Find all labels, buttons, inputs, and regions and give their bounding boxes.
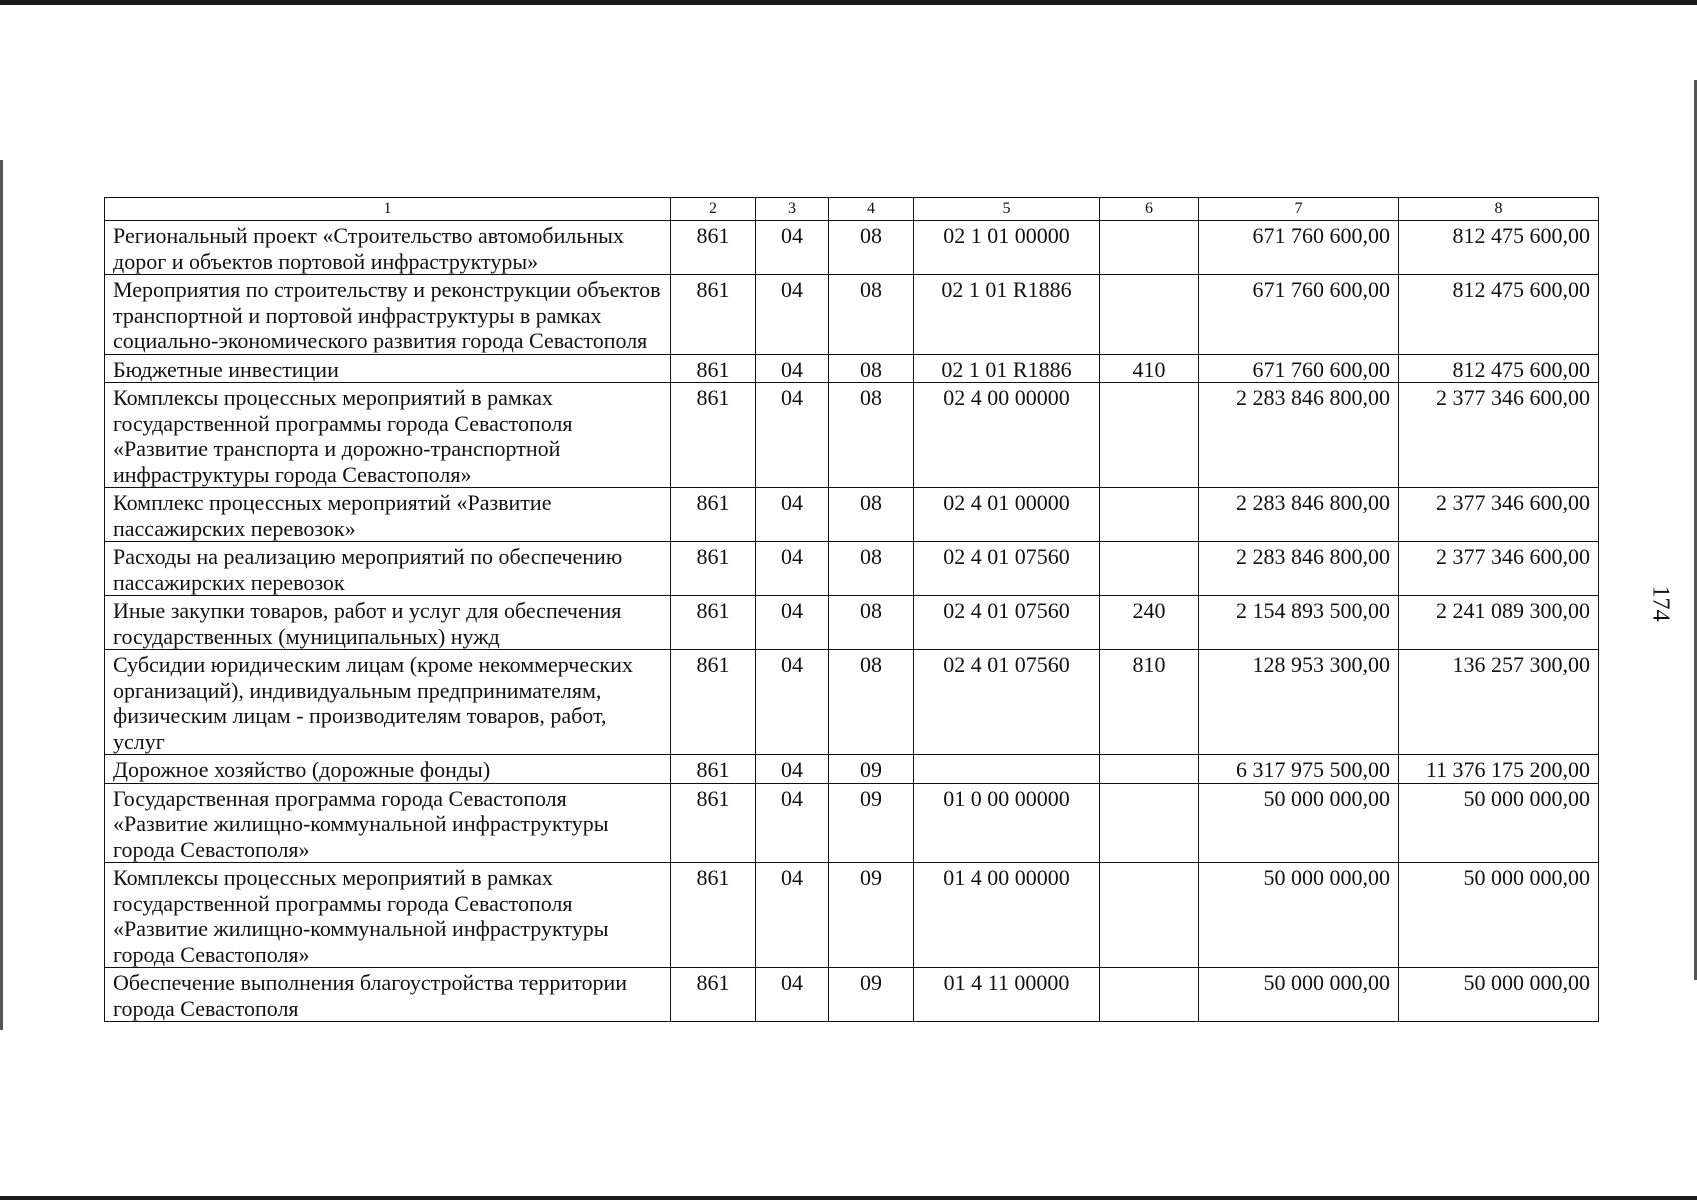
column-header: 8 (1399, 198, 1599, 221)
table-row (105, 488, 1599, 542)
table-row (105, 596, 1599, 650)
column-header: 6 (1100, 198, 1199, 221)
column-header: 7 (1199, 198, 1399, 221)
expense-name-cell: Иные закупки товаров, работ и услуг для обеспечения государственных (муниципальных) нужд (105, 596, 671, 650)
department-code-cell: 861 (671, 650, 756, 755)
subsection-code-cell: 08 (829, 383, 914, 488)
department-code-cell: 861 (671, 221, 756, 275)
target-article-cell: 02 4 01 00000 (914, 488, 1100, 542)
target-article-cell: 02 1 01 00000 (914, 221, 1100, 275)
scan-edge-bottom (0, 1196, 1697, 1200)
target-article-cell: 01 4 00 00000 (914, 863, 1100, 968)
expense-name-cell: Мероприятия по строительству и реконструкции объектов транспортной и портовой инфраструктуры в рамках социально-экономического развития города Севастополя (105, 275, 671, 355)
amount-year2-cell: 812 475 600,00 (1399, 354, 1599, 383)
column-header: 2 (671, 198, 756, 221)
target-article-cell: 02 1 01 R1886 (914, 354, 1100, 383)
target-article-cell: 02 1 01 R1886 (914, 275, 1100, 355)
department-code-cell: 861 (671, 488, 756, 542)
target-article-cell: 01 4 11 00000 (914, 968, 1100, 1022)
target-article-cell: 02 4 01 07560 (914, 596, 1100, 650)
budget-table (104, 197, 1599, 1022)
target-article-cell: 02 4 00 00000 (914, 383, 1100, 488)
table-row (105, 783, 1599, 863)
amount-year2-cell: 136 257 300,00 (1399, 650, 1599, 755)
section-code-cell: 04 (756, 755, 829, 784)
page-number: 174 (1647, 585, 1674, 622)
expense-type-cell (1100, 275, 1199, 355)
department-code-cell: 861 (671, 863, 756, 968)
amount-year1-cell: 671 760 600,00 (1199, 354, 1399, 383)
expense-name-cell: Комплекс процессных мероприятий «Развитие пассажирских перевозок» (105, 488, 671, 542)
department-code-cell: 861 (671, 783, 756, 863)
scan-edge-top (0, 0, 1697, 5)
department-code-cell: 861 (671, 383, 756, 488)
amount-year2-cell: 2 377 346 600,00 (1399, 542, 1599, 596)
expense-name-cell: Комплексы процессных мероприятий в рамках государственной программы города Севастополя «Развитие транспорта и дорожно-транспортной инфраструктуры города Севастополя» (105, 383, 671, 488)
section-code-cell: 04 (756, 650, 829, 755)
scan-edge-left (0, 160, 3, 1030)
amount-year1-cell: 50 000 000,00 (1199, 783, 1399, 863)
section-code-cell: 04 (756, 383, 829, 488)
table-row (105, 650, 1599, 755)
expense-type-cell (1100, 488, 1199, 542)
expense-name-cell: Бюджетные инвестиции (105, 354, 671, 383)
section-code-cell: 04 (756, 275, 829, 355)
expense-name-cell: Субсидии юридическим лицам (кроме некоммерческих организаций), индивидуальным предпринимателям, физическим лицам - производителям товаров, работ, услуг (105, 650, 671, 755)
amount-year2-cell: 11 376 175 200,00 (1399, 755, 1599, 784)
amount-year2-cell: 50 000 000,00 (1399, 783, 1599, 863)
amount-year2-cell: 812 475 600,00 (1399, 221, 1599, 275)
subsection-code-cell: 08 (829, 650, 914, 755)
amount-year1-cell: 6 317 975 500,00 (1199, 755, 1399, 784)
expense-type-cell: 240 (1100, 596, 1199, 650)
subsection-code-cell: 08 (829, 221, 914, 275)
table-row (105, 863, 1599, 968)
amount-year2-cell: 812 475 600,00 (1399, 275, 1599, 355)
subsection-code-cell: 08 (829, 488, 914, 542)
expense-name-cell: Дорожное хозяйство (дорожные фонды) (105, 755, 671, 784)
subsection-code-cell: 08 (829, 354, 914, 383)
expense-name-cell: Региональный проект «Строительство автомобильных дорог и объектов портовой инфраструктуры» (105, 221, 671, 275)
amount-year1-cell: 2 283 846 800,00 (1199, 488, 1399, 542)
expense-type-cell: 810 (1100, 650, 1199, 755)
expense-type-cell (1100, 221, 1199, 275)
expense-type-cell (1100, 755, 1199, 784)
table-row (105, 755, 1599, 784)
amount-year2-cell: 50 000 000,00 (1399, 968, 1599, 1022)
section-code-cell: 04 (756, 354, 829, 383)
target-article-cell: 02 4 01 07560 (914, 650, 1100, 755)
department-code-cell: 861 (671, 275, 756, 355)
section-code-cell: 04 (756, 968, 829, 1022)
section-code-cell: 04 (756, 542, 829, 596)
subsection-code-cell: 08 (829, 596, 914, 650)
target-article-cell: 02 4 01 07560 (914, 542, 1100, 596)
amount-year2-cell: 50 000 000,00 (1399, 863, 1599, 968)
amount-year2-cell: 2 377 346 600,00 (1399, 383, 1599, 488)
column-header: 5 (914, 198, 1100, 221)
amount-year1-cell: 671 760 600,00 (1199, 275, 1399, 355)
subsection-code-cell: 09 (829, 968, 914, 1022)
table-body (105, 221, 1599, 1022)
amount-year1-cell: 50 000 000,00 (1199, 863, 1399, 968)
column-header: 1 (105, 198, 671, 221)
department-code-cell: 861 (671, 596, 756, 650)
table-row (105, 968, 1599, 1022)
section-code-cell: 04 (756, 596, 829, 650)
expense-type-cell (1100, 783, 1199, 863)
section-code-cell: 04 (756, 221, 829, 275)
amount-year1-cell: 2 154 893 500,00 (1199, 596, 1399, 650)
column-number-row (105, 198, 1599, 221)
expense-name-cell: Расходы на реализацию мероприятий по обеспечению пассажирских перевозок (105, 542, 671, 596)
amount-year1-cell: 2 283 846 800,00 (1199, 383, 1399, 488)
target-article-cell (914, 755, 1100, 784)
table-row (105, 542, 1599, 596)
subsection-code-cell: 08 (829, 542, 914, 596)
amount-year2-cell: 2 377 346 600,00 (1399, 488, 1599, 542)
amount-year2-cell: 2 241 089 300,00 (1399, 596, 1599, 650)
table-row (105, 275, 1599, 355)
expense-type-cell (1100, 863, 1199, 968)
expense-type-cell (1100, 542, 1199, 596)
column-header: 3 (756, 198, 829, 221)
subsection-code-cell: 09 (829, 755, 914, 784)
column-header: 4 (829, 198, 914, 221)
amount-year1-cell: 671 760 600,00 (1199, 221, 1399, 275)
section-code-cell: 04 (756, 488, 829, 542)
section-code-cell: 04 (756, 863, 829, 968)
expense-type-cell: 410 (1100, 354, 1199, 383)
expense-name-cell: Обеспечение выполнения благоустройства территории города Севастополя (105, 968, 671, 1022)
expense-type-cell (1100, 968, 1199, 1022)
subsection-code-cell: 08 (829, 275, 914, 355)
table-row (105, 383, 1599, 488)
section-code-cell: 04 (756, 783, 829, 863)
department-code-cell: 861 (671, 968, 756, 1022)
table-row (105, 354, 1599, 383)
expense-name-cell: Государственная программа города Севастополя «Развитие жилищно-коммунальной инфраструктуры города Севастополя» (105, 783, 671, 863)
department-code-cell: 861 (671, 755, 756, 784)
amount-year1-cell: 50 000 000,00 (1199, 968, 1399, 1022)
expense-name-cell: Комплексы процессных мероприятий в рамках государственной программы города Севастополя «Развитие жилищно-коммунальной инфраструктуры города Севастополя» (105, 863, 671, 968)
target-article-cell: 01 0 00 00000 (914, 783, 1100, 863)
subsection-code-cell: 09 (829, 783, 914, 863)
expense-type-cell (1100, 383, 1199, 488)
amount-year1-cell: 128 953 300,00 (1199, 650, 1399, 755)
amount-year1-cell: 2 283 846 800,00 (1199, 542, 1399, 596)
table-row (105, 221, 1599, 275)
subsection-code-cell: 09 (829, 863, 914, 968)
department-code-cell: 861 (671, 354, 756, 383)
department-code-cell: 861 (671, 542, 756, 596)
